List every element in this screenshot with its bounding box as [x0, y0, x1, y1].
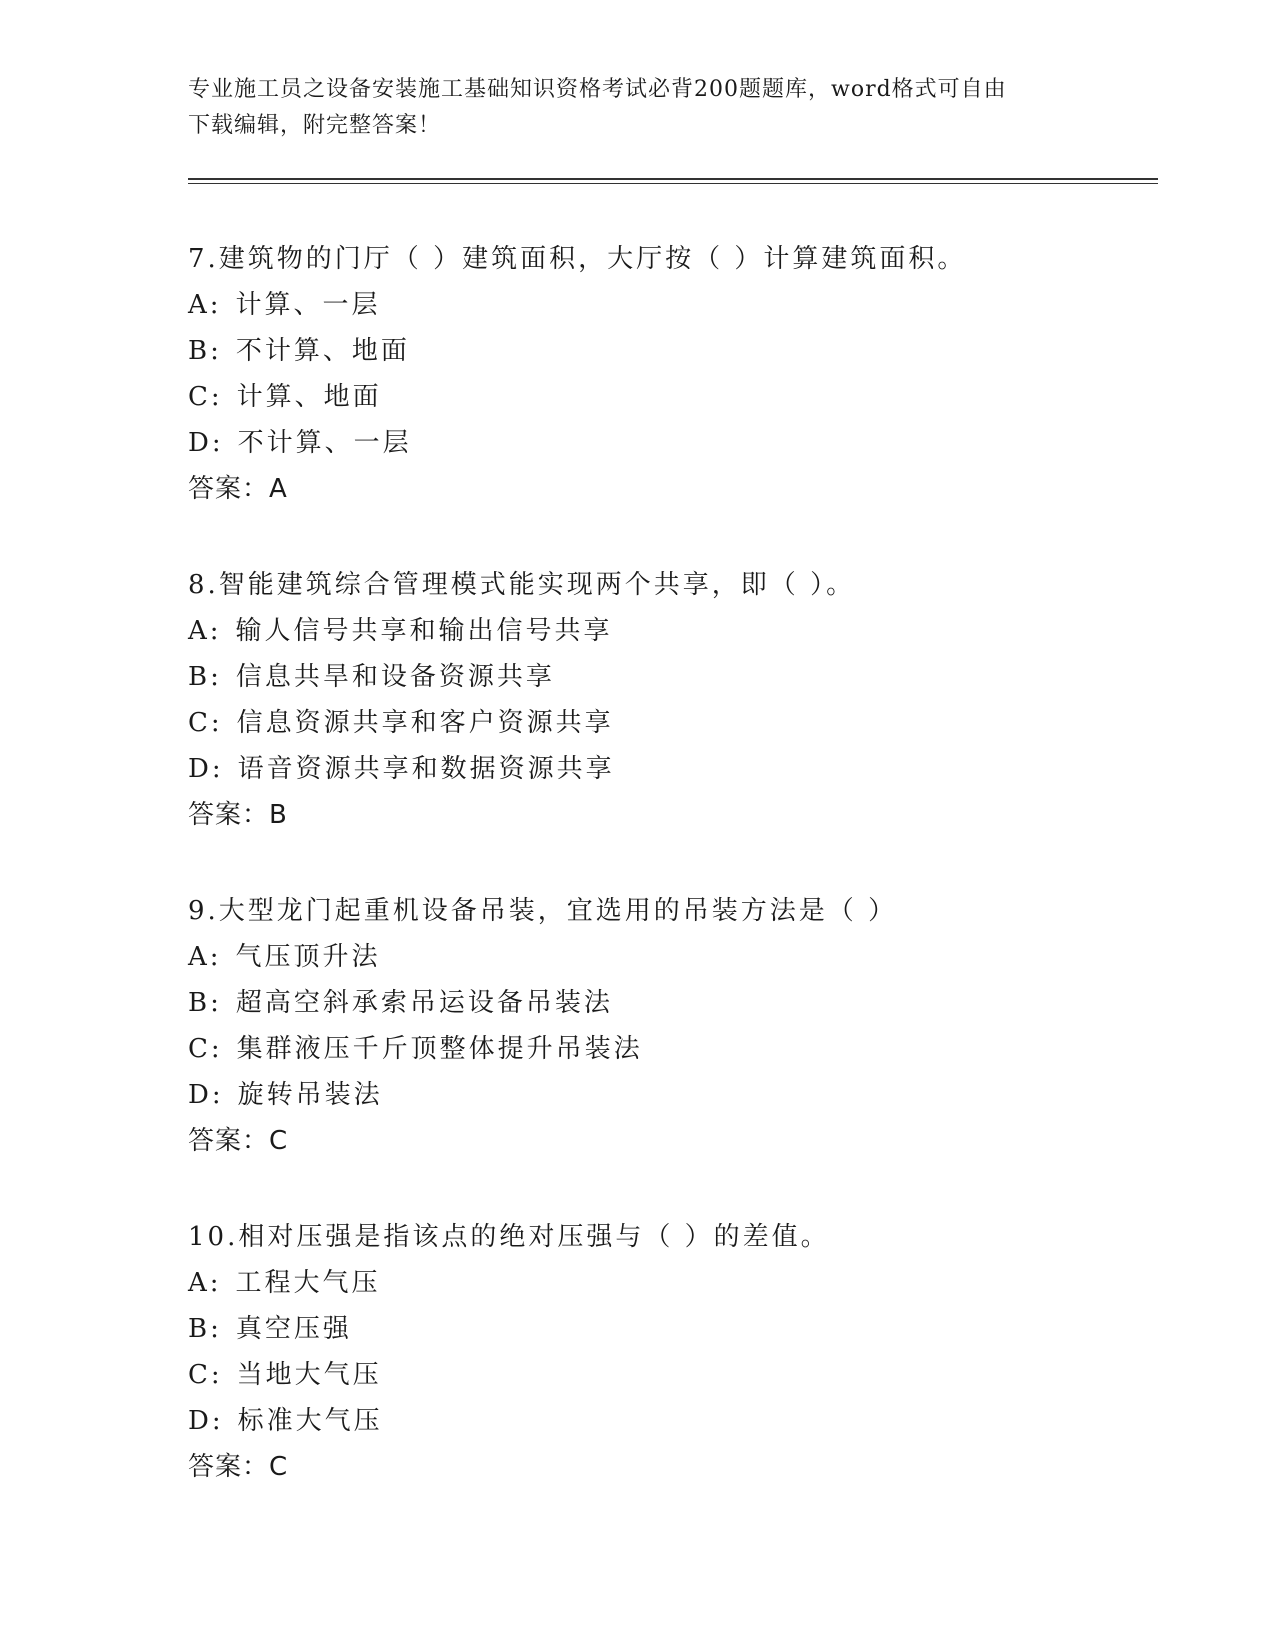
- option-b: [188, 1306, 1148, 1352]
- option-text: 不计算、一层: [237, 428, 412, 458]
- option-key: C:: [188, 708, 223, 738]
- option-text: 工程大气压: [235, 1268, 381, 1298]
- answer-line: 答案：C: [188, 1126, 289, 1156]
- question-stem: 10.相对压强是指该点的绝对压强与（ ）的差值。: [188, 1222, 830, 1252]
- option-d: [188, 420, 1148, 466]
- option-a: [188, 282, 1148, 328]
- question-list: [188, 236, 1148, 1540]
- option-text: 不计算、地面: [235, 336, 410, 366]
- option-text: 语音资源共享和数据资源共享: [237, 754, 615, 784]
- option-text: 气压顶升法: [235, 942, 381, 972]
- header-line-1: 专业施工员之设备安装施工基础知识资格考试必背200题题库，word格式可自由: [188, 77, 1007, 102]
- option-key: A:: [188, 1268, 222, 1298]
- option-b: [188, 980, 1148, 1026]
- option-text: 集群液压千斤顶整体提升吊装法: [236, 1034, 643, 1064]
- option-text: 超高空斜承索吊运设备吊装法: [235, 988, 613, 1018]
- header-line-2: 下载编辑，附完整答案！: [188, 113, 442, 138]
- option-key: D:: [188, 428, 224, 458]
- option-text: 计算、地面: [236, 382, 382, 412]
- option-key: D:: [188, 754, 224, 784]
- option-c: [188, 374, 1148, 420]
- option-a: [188, 934, 1148, 980]
- option-key: A:: [188, 942, 222, 972]
- option-key: A:: [188, 290, 222, 320]
- option-text: 计算、一层: [235, 290, 381, 320]
- option-b: [188, 654, 1148, 700]
- option-key: B:: [188, 336, 222, 366]
- answer-line: 答案：C: [188, 1452, 289, 1482]
- question-7: [188, 236, 1148, 512]
- option-text: 信息共旱和设备资源共享: [235, 662, 555, 692]
- option-c: [188, 700, 1148, 746]
- option-text: 信息资源共享和客户资源共享: [236, 708, 614, 738]
- question-8: [188, 562, 1148, 838]
- option-text: 旋转吊装法: [237, 1080, 383, 1110]
- option-a: [188, 608, 1148, 654]
- option-c: [188, 1352, 1148, 1398]
- question-stem: 9.大型龙门起重机设备吊装，宜选用的吊装方法是（ ）: [188, 896, 898, 926]
- option-key: B:: [188, 662, 222, 692]
- option-key: D:: [188, 1406, 224, 1436]
- option-text: 真空压强: [235, 1314, 352, 1344]
- option-text: 标准大气压: [237, 1406, 383, 1436]
- option-key: C:: [188, 1034, 223, 1064]
- answer-line: 答案：A: [188, 474, 288, 504]
- option-b: [188, 328, 1148, 374]
- option-key: C:: [188, 382, 223, 412]
- option-key: D:: [188, 1080, 224, 1110]
- option-key: B:: [188, 1314, 222, 1344]
- question-9: [188, 888, 1148, 1164]
- option-text: 当地大气压: [236, 1360, 382, 1390]
- option-d: [188, 746, 1148, 792]
- option-c: [188, 1026, 1148, 1072]
- option-a: [188, 1260, 1148, 1306]
- option-d: [188, 1398, 1148, 1444]
- question-stem: 7.建筑物的门厅（ ）建筑面积，大厅按（ ）计算建筑面积。: [188, 244, 967, 274]
- answer-line: 答案：B: [188, 800, 288, 830]
- option-text: 输人信号共享和输出信号共享: [235, 616, 613, 646]
- document-header: [188, 72, 1088, 144]
- question-stem: 8.智能建筑综合管理模式能实现两个共享，即（ ）。: [188, 570, 856, 600]
- option-d: [188, 1072, 1148, 1118]
- option-key: A:: [188, 616, 222, 646]
- option-key: C:: [188, 1360, 223, 1390]
- header-divider: [188, 178, 1158, 184]
- option-key: B:: [188, 988, 222, 1018]
- question-10: [188, 1214, 1148, 1490]
